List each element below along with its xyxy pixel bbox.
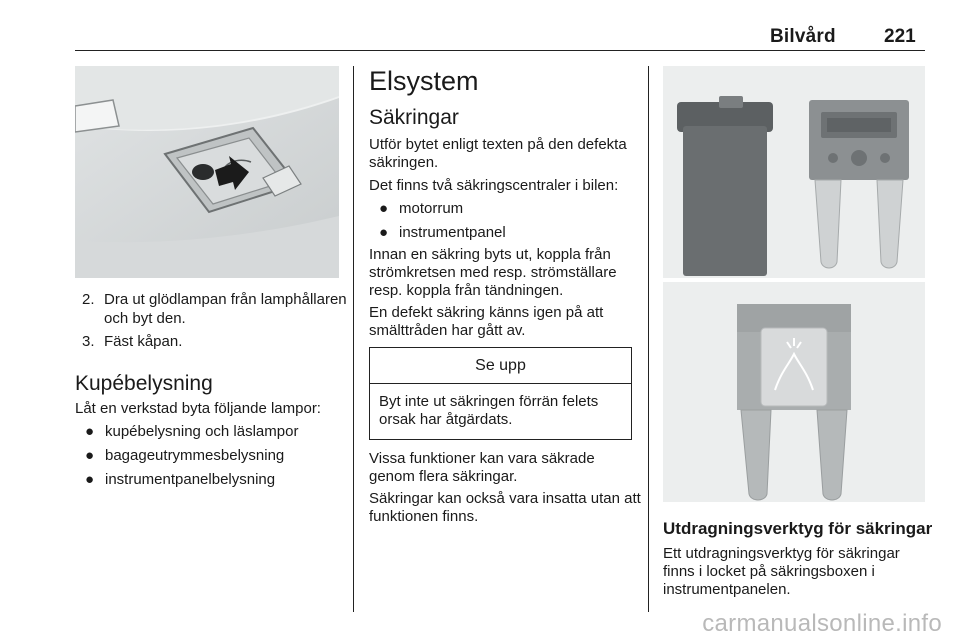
- paragraph-fuse-centres: Det finns två säkringscentraler i bilen:: [369, 177, 619, 194]
- step-text: Dra ut glödlampan från lamphållaren och byt den.: [104, 291, 347, 327]
- list-item: ● kupébelysning och läslampor: [85, 423, 299, 440]
- step-2: [82, 290, 354, 330]
- lamp-list: [75, 423, 350, 495]
- paragraph-fuse-puller: Ett utdragningsverktyg för säkringar finns i locket på säkringsboxen i instrumentpanelen.: [663, 545, 900, 598]
- header-divider: [75, 50, 925, 51]
- bullet-icon: ●: [85, 423, 95, 440]
- list-item: ● motorrum: [379, 200, 464, 217]
- bullet-icon: ●: [85, 471, 95, 488]
- paragraph-multiple-fuses: Vissa funktioner kan vara säkrade genom flera säkringar.: [369, 450, 595, 485]
- watermark: carmanualsonline.info: [702, 610, 942, 637]
- paragraph-replace-instructions: Utför bytet enligt texten på den defekta säkringen.: [369, 136, 627, 171]
- heading-fuse-puller: Utdragningsverktyg för säkringar: [663, 519, 933, 538]
- step-number: 3.: [82, 333, 95, 350]
- page-number: 221: [884, 26, 916, 47]
- fuse-puller-illustration: [663, 282, 925, 502]
- bullet-icon: ●: [85, 447, 95, 464]
- list-item: ● bagageutrymmesbelysning: [85, 447, 285, 464]
- caution-title: Se upp: [370, 348, 631, 384]
- step-text: Fäst kåpan.: [104, 333, 183, 350]
- paragraph-defective-fuse: En defekt säkring känns igen på att smälttråden har gått av.: [369, 304, 604, 339]
- paragraph-disconnect: Innan en säkring byts ut, koppla från strömkretsen med resp. strömställare resp. koppla från tändningen.: [369, 246, 617, 299]
- bullet-icon: ●: [379, 224, 389, 241]
- caution-text: Byt inte ut säkringen förrän felets orsak har åtgärdats.: [379, 393, 599, 428]
- fuse-centre-list: [369, 200, 639, 248]
- column-divider-right: [648, 66, 649, 612]
- lamp-removal-illustration: [75, 66, 339, 278]
- caution-box: [369, 347, 632, 440]
- list-item: ● instrumentpanelbelysning: [85, 471, 276, 488]
- step-3: [82, 332, 354, 352]
- heading-sakringar: Säkringar: [369, 106, 459, 129]
- paragraph-unused-fuses: Säkringar kan också vara insatta utan att funktionen finns.: [369, 490, 641, 525]
- fuse-types-illustration: [663, 66, 925, 278]
- heading-kupebelysning: Kupébelysning: [75, 372, 213, 395]
- step-number: 2.: [82, 291, 95, 308]
- header-section-title: Bilvård: [770, 26, 836, 47]
- kupebelysning-intro: Låt en verkstad byta följande lampor:: [75, 400, 321, 417]
- bullet-icon: ●: [379, 200, 389, 217]
- page-title: Elsystem: [369, 66, 479, 96]
- list-item: ● instrumentpanel: [379, 224, 506, 241]
